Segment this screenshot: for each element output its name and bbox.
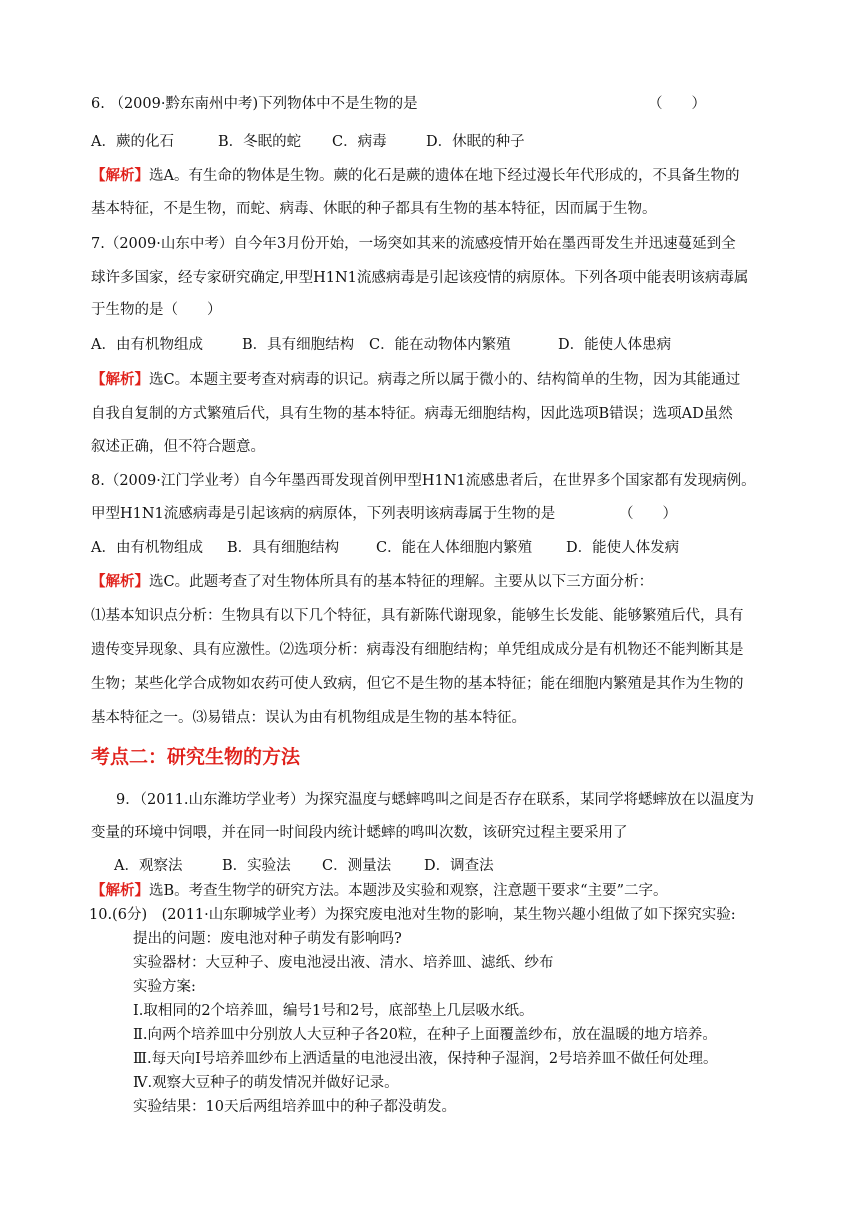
q9-stem-2: 变量的环境中饲喂，并在同一时间段内统计蟋蟀的鸣叫次数，该研究过程主要采用了 [91, 825, 628, 841]
q7-stem-2: 球许多国家，经专家研究确定,甲型H1N1流感病毒是引起该疫情的病原体。下列各项中能表明该病毒属 [91, 270, 749, 286]
q10-stem-line [89, 905, 736, 925]
q7-option-d: D．能使人体患病 [558, 337, 672, 353]
q9-stem-line-1 [116, 790, 754, 810]
q9-option-c: C．测量法 [322, 858, 392, 874]
q8-stem-2: 甲型H1N1流感病毒是引起该病的病原体，下列表明该病毒属于生物的是 [91, 506, 556, 522]
q6-stem-line [91, 94, 706, 114]
q8-analysis-text-5: 基本特征之一。⑶易错点：误认为由有机物组成是生物的基本特征。 [91, 710, 526, 726]
q8-option-d: D．能使人体发病 [566, 540, 680, 556]
q10-result-text: 实验结果：10天后两组培养皿中的种子都没萌发。 [133, 1099, 456, 1115]
q7-stem-line-2 [91, 268, 748, 288]
q8-option-c: C．能在人体细胞内繁殖 [376, 540, 533, 556]
q10-result [133, 1097, 456, 1117]
q7-stem-1: 7.（2009·山东中考）自今年3月份开始，一场突如其来的流感疫情开始在墨西哥发生并迅速蔓延到全 [91, 236, 736, 252]
q6-answer-blank: （ ） [648, 96, 706, 112]
q9-analysis-label: 【解析】 [91, 882, 149, 899]
q8-analysis-line-3 [91, 640, 744, 660]
q10-line-3 [133, 977, 196, 997]
q8-stem-line-2 [91, 504, 677, 524]
q9-stem-line-2 [91, 823, 628, 843]
q7-stem-line-3 [91, 300, 222, 320]
q6-stem: 6. （2009·黔东南州中考)下列物体中不是生物的是 [91, 96, 418, 112]
q9-option-d: D．调查法 [424, 858, 494, 874]
q6-analysis-text-1: 选A。有生命的物体是生物。蕨的化石是蕨的遗体在地下经过漫长年代形成的，不具备生物的 [149, 168, 740, 184]
q8-answer-blank: （ ） [619, 506, 677, 522]
q8-analysis-label: 【解析】 [91, 573, 149, 590]
q6-analysis-line-2 [91, 199, 657, 219]
q8-analysis-text-3: 遗传变异现象、具有应激性。⑵选项分析：病毒没有细胞结构；单凭组成成分是有机物还不能判断其是 [91, 642, 744, 658]
q7-stem-line-1 [91, 234, 736, 254]
section-heading: 考点二：研究生物的方法 [91, 746, 301, 768]
q7-analysis-text-3: 叙述正确，但不符合题意。 [91, 439, 265, 455]
q7-option-c: C．能在动物体内繁殖 [369, 337, 511, 353]
q7-analysis-text-2: 自我自复制的方式繁殖后代，具有生物的基本特征。病毒无细胞结构，因此选项B错误；选项AD虽然 [91, 406, 733, 422]
q7-option-b: B．具有细胞结构 [242, 337, 355, 353]
q6-analysis-line-1 [91, 166, 739, 186]
q8-analysis-line-2 [91, 606, 744, 626]
q7-analysis-line-1 [91, 370, 740, 390]
q7-analysis-line-2 [91, 404, 733, 424]
q10-step-4 [133, 1073, 399, 1093]
q10-step-3-text: Ⅲ.每天向Ⅰ号培养皿纱布上洒适量的电池浸出液，保持种子湿润，2号培养皿不做任何处理。 [133, 1051, 718, 1067]
q10-materials: 实验器材：大豆种子、废电池浸出液、清水、培养皿、滤纸、纱布 [133, 955, 554, 971]
q8-analysis-line-1 [91, 572, 653, 592]
q6-analysis-label: 【解析】 [91, 167, 149, 184]
q10-question: 提出的问题：废电池对种子萌发有影响吗? [133, 931, 402, 947]
q6-option-a: A．蕨的化石 [91, 134, 174, 150]
q7-analysis-text-1: 选C。本题主要考查对病毒的识记。病毒之所以属于微小的、结构简单的生物，因为其能通过 [149, 372, 741, 388]
q6-analysis-text-2: 基本特征，不是生物，而蛇、病毒、休眠的种子都具有生物的基本特征，因而属于生物。 [91, 201, 657, 217]
q8-analysis-line-5 [91, 708, 526, 728]
q7-stem-3: 于生物的是（ ） [91, 302, 222, 318]
q8-analysis-text-4: 生物；某些化学合成物如农药可使人致病，但它不是生物的基本特征；能在细胞内繁殖是其作为生物的 [91, 676, 744, 692]
q8-analysis-line-4 [91, 674, 744, 694]
q6-option-b: B．冬眠的蛇 [218, 134, 302, 150]
q9-option-b: B．实验法 [222, 858, 291, 874]
q10-step-3 [133, 1049, 718, 1069]
q6-option-d: D．休眠的种子 [426, 134, 525, 150]
q10-stem: 10.(6分) (2011·山东聊城学业考）为探究废电池对生物的影响，某生物兴趣小组做了如下探究实验: [89, 907, 736, 923]
q7-option-a: A．由有机物组成 [91, 337, 203, 353]
q8-stem-1: 8.（2009·江门学业考）自今年墨西哥发现首例甲型H1N1流感患者后，在世界多个国家都有发现病例。 [91, 473, 756, 489]
q10-line-2 [133, 953, 554, 973]
q8-analysis-text-1: 选C。此题考查了对生物体所具有的基本特征的理解。主要从以下三方面分析： [149, 574, 654, 590]
q10-step-1-text: Ⅰ.取相同的2个培养皿，编号1号和2号，底部垫上几层吸水纸。 [133, 1003, 534, 1019]
q9-analysis-line-1 [91, 881, 667, 901]
q10-step-4-text: Ⅳ.观察大豆种子的萌发情况并做好记录。 [133, 1075, 399, 1091]
q8-stem-line-1 [91, 471, 756, 491]
q6-option-c: C．病毒 [332, 134, 387, 150]
q10-step-1 [133, 1001, 534, 1021]
q9-option-a: A．观察法 [114, 858, 183, 874]
q10-step-2-text: Ⅱ.向两个培养皿中分别放人大豆种子各20粒，在种子上面覆盖纱布，放在温暖的地方培养。 [133, 1027, 717, 1043]
q10-line-1 [133, 929, 402, 949]
q8-option-a: A．由有机物组成 [91, 540, 203, 556]
q9-analysis-text-1: 选B。考查生物学的研究方法。本题涉及实验和观察，注意题干要求“主要”二字。 [149, 883, 668, 899]
q10-plan-label: 实验方案: [133, 979, 196, 995]
q10-step-2 [133, 1025, 717, 1045]
q8-analysis-text-2: ⑴基本知识点分析：生物具有以下几个特征，具有新陈代谢现象，能够生长发能、能够繁殖后代，具有 [91, 608, 744, 624]
q7-analysis-label: 【解析】 [91, 371, 149, 388]
q8-option-b: B．具有细胞结构 [227, 540, 340, 556]
q9-stem-1: 9．（2011.山东潍坊学业考）为探究温度与蟋蟀鸣叫之间是否存在联系，某同学将蟋蟀放在以温度为 [116, 792, 754, 808]
q7-analysis-line-3 [91, 437, 265, 457]
